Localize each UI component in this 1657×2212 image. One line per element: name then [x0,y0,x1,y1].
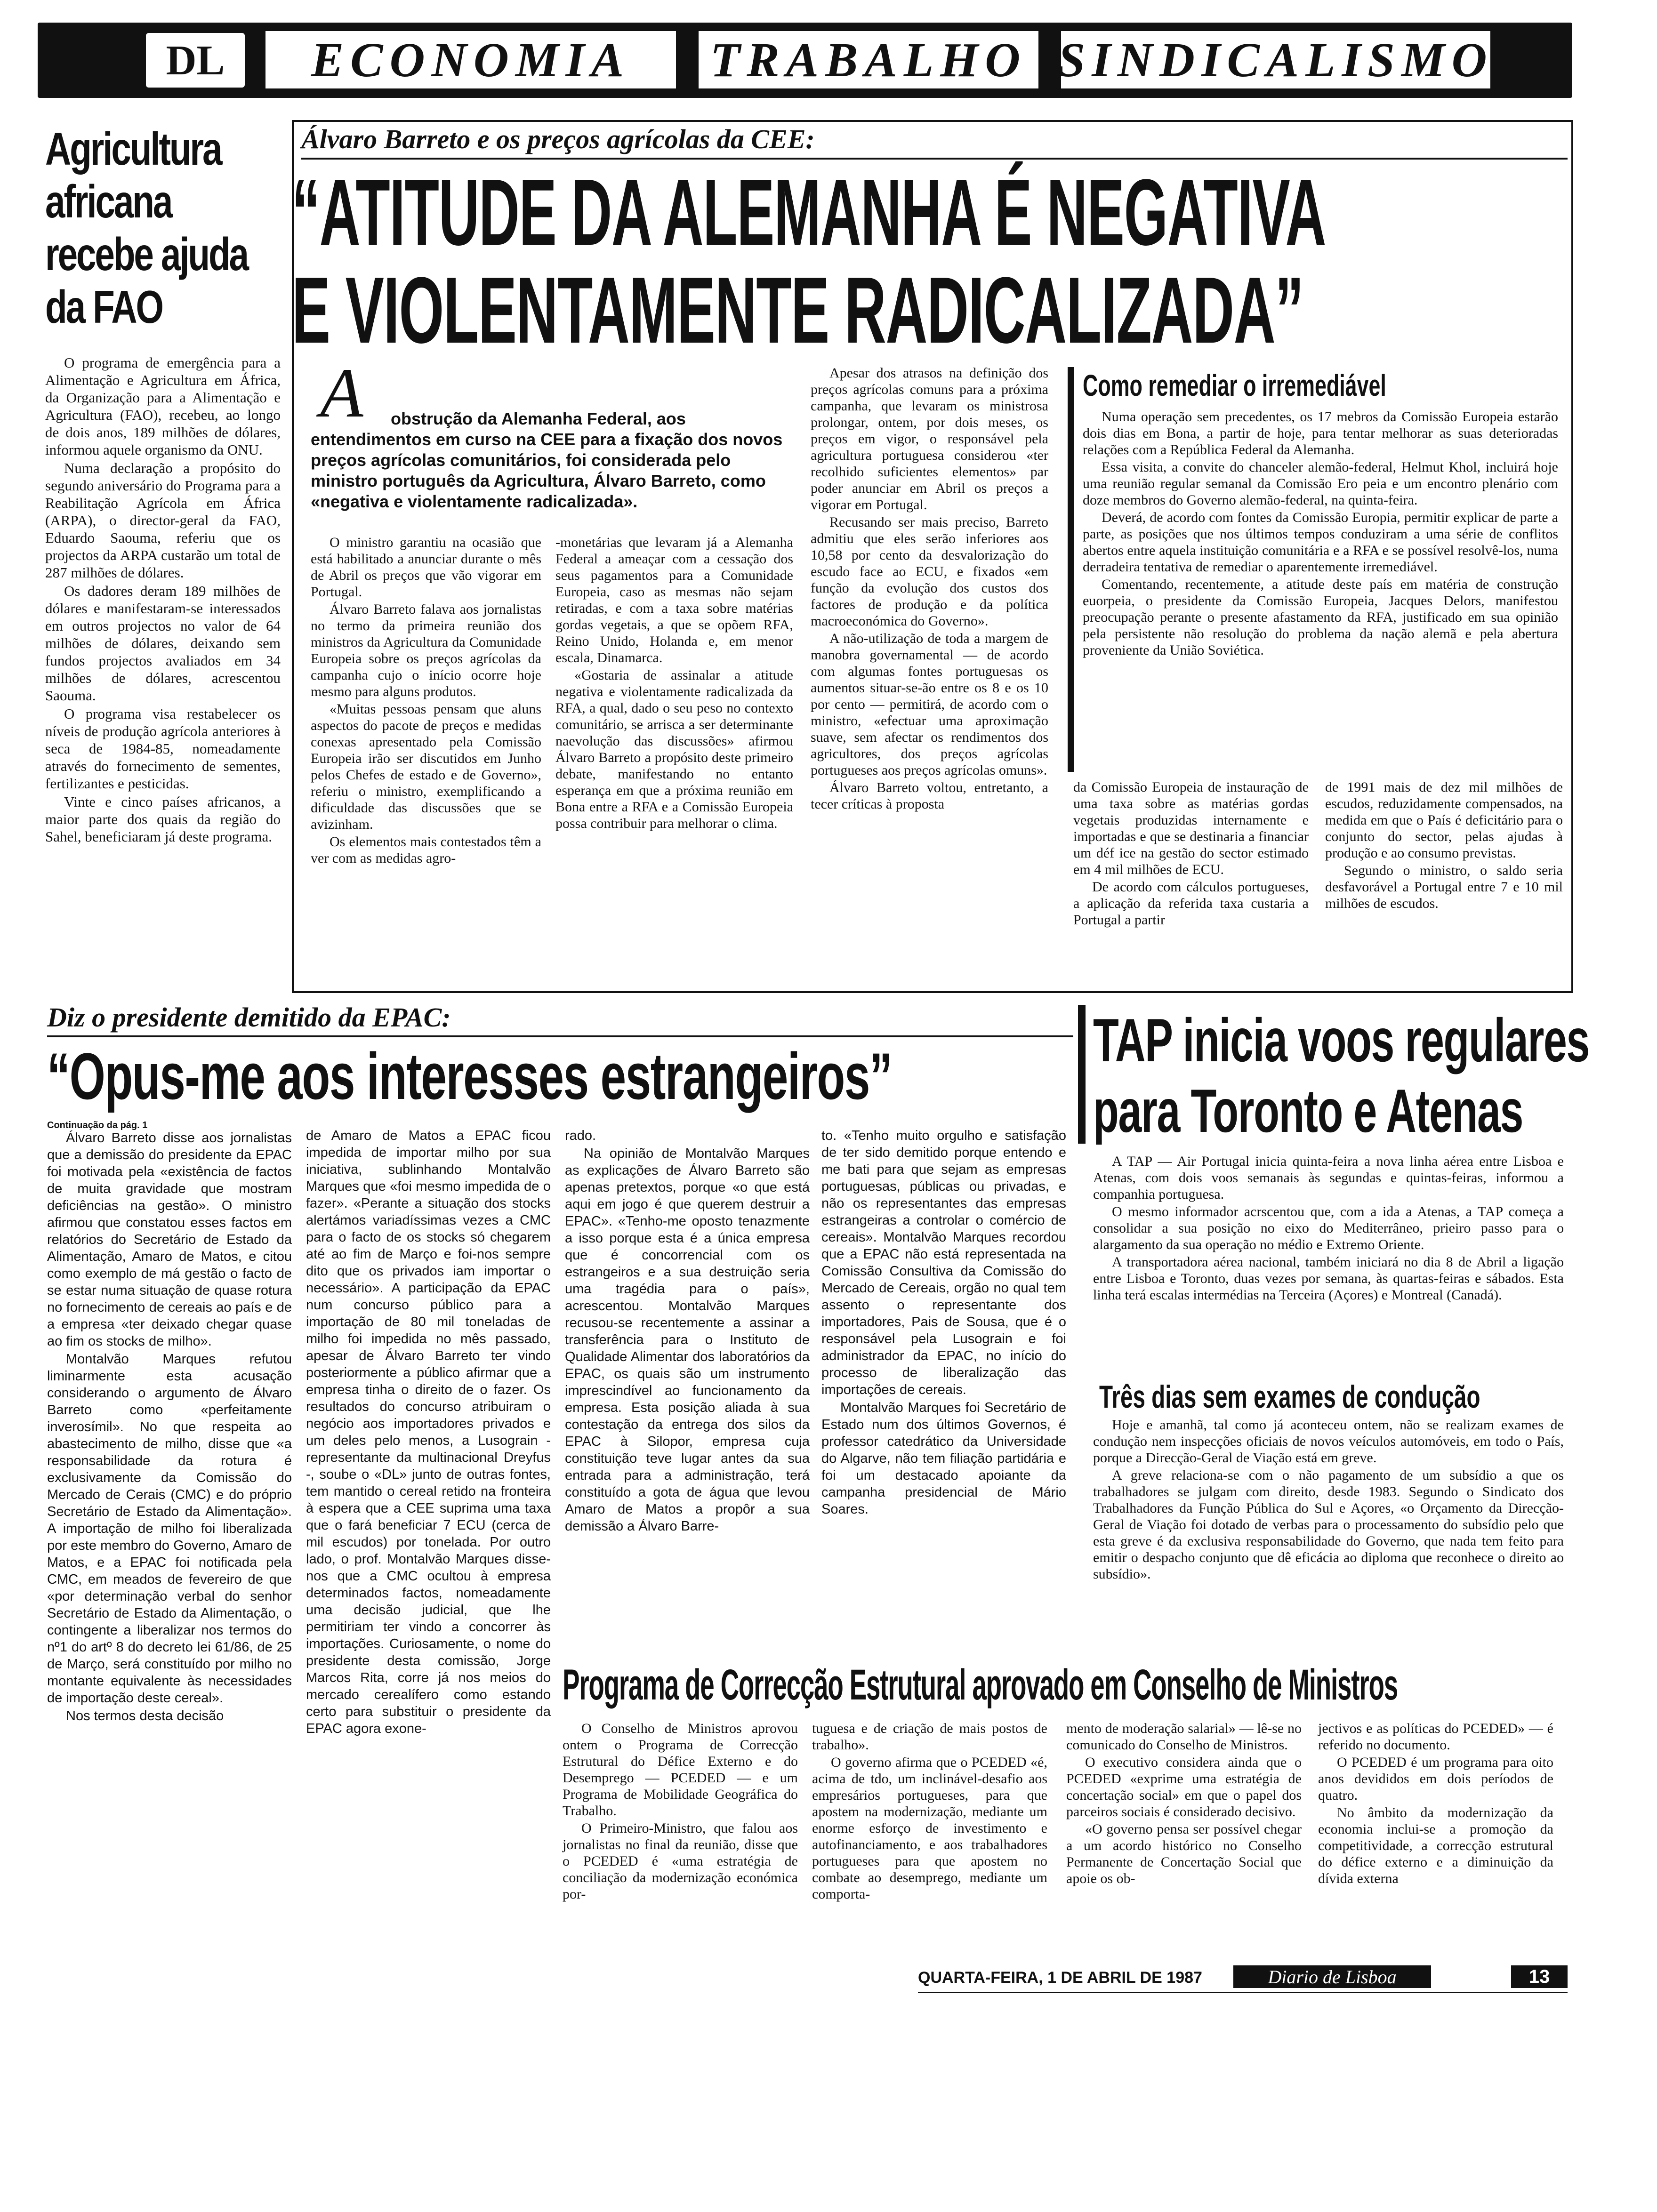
cee-column-1: O ministro garantiu na ocasião que está habilitado a anunciar durante o mês de Abril os preços que vão vigorar em Portugal. Álvaro Barreto falava aos jornalistas no termo da primeira reunião dos ministros da Agricultura da Comunidade Europeia sobre os preços agrícolas da campanha cujo o início ocorre hoje mesmo para alguns produtos. «Muitas pessoas pensam que aluns aspectos do pacote de preços e medidas conexas apresentado pela Comissão Europeia irão ser discutidos em Junho pelos Chefes de estado e de Governo», referiu o ministro, exemplificando a dificuldade das discussões que se avizinham. Os elementos mais contestados têm a ver com as medidas agro- [311,535,541,866]
article-fao [45,122,281,846]
conducao-title: Três dias sem exames de condução [1099,1379,1480,1415]
cee-column-3: Apesar dos atrasos na definição dos preços agrícolas comuns para a próxima campanha, que levaram os ministrosa prolongar, ontem, por dois meses, os preços em vigor, o responsável pela agricultura portuguesa considerou «ter recolhido suficientes elementos» par poder anunciar em Abril os preços a vigorar em Portugal. Recusando ser mais preciso, Barreto admitiu que eles serão inferiores aos 10,58 por cento da desvalorização do escudo face ao ECU, e fixados «em função da evolução dos custos dos factores de produção e da política macroeconómica do Governo». A não-utilização de toda a margem de manobra governamental — de acordo com algumas fontes portuguesas os aumentos situar-se-ão entre os 8 e os 10 por cento — permitirá, de acordo com o ministro, «efectuar uma aproximação suave, sem afectar os rendimentos dos agricultores, dos preços agrícolas portugueses aos preços agrícolas omuns». Álvaro Barreto voltou, entretanto, a tecer críticas à proposta [811,365,1048,812]
footer-page-number: 13 [1511,1965,1568,1988]
sidebar-body: Numa operação sem precedentes, os 17 mebros da Comissão Europeia estarão dois dias em Bona, a partir de hoje, para tentar melhorar as suas deterioradas relações com a República Federal da Alemanha. Essa visita, a convite do chanceler alemão-federal, Helmut Khol, incluirá hoje uma reunião regular semanal da Comissão Ero peia e um encontro plenário com doze membros do Governo alemão-federal, na quinta-feira. Deverá, de acordo com fontes da Comissão Europia, permitir explicar de parte a parte, as posições que nos últimos tempos conduziram a uma série de conflitos abertos entre aquela instituição comunitária e a RFA e se possível resolvê-los, numa derradeira tentativa de remediar o aparentemente irremediável. Comentando, recentemente, a atitude deste país em matéria de construção euorpeia, o presidente da Comissão Europeia, Jacques Delors, manifestou preocupação perante o presente afastamento da RFA, justificado em sua opinião pela persistente não resolução do problema da nação alemã e pela abertura proveniente da União Soviética. [1083,409,1558,658]
article-lead: obstrução da Alemanha Federal, aos entendimentos em curso na CEE para a fixação dos novos preços agrícolas comunitários, foi considerada pelo ministro português da Agricultura, Álvaro Barreto, como «negativa e violentamente radicalizada». [311,409,783,511]
section-label-sindicalismo: SINDICALISMO [1059,29,1492,90]
programa-column-2: tuguesa e de criação de mais postos de trabalho». O governo afirma que o PCEDED «é, acima de tdo, um inclinável-desafio aos empresários portugueses, para que apostem na modernização, mediante um enorme esforço de investimento e autofinanciamento, e aos trabalhadores portugueses para que apostem no combate ao desemprego, mediante um comporta- [812,1721,1047,1902]
programa-column-1: O Conselho de Ministros aprovou ontem o Programa de Correcção Estrutural do Défice Externo e do Desemprego — PCEDED — e um Programa de Mobilidade Geográfica do Trabalho. O Primeiro-Ministro, que falou aos jornalistas no final da reunião, disse que o PCEDED é «uma estratégia de conciliação da modernização económica por- [563,1721,798,1902]
epac-column-3: rado. Na opinião de Montalvão Marques as explicações de Álvaro Barreto são apenas pretextos, porque «o que está aqui em jogo é que querem destruir a EPAC». «Tenho-me oposto tenazmente a isso porque esta é a única empresa que é concorrencial com os estrangeiros e a sua destruição seria uma tragédia para o país», acrescentou. Montalvão Marques recusou-se recentemente a assinar a transferência para o Instituto de Qualidade Alimentar dos laboratórios da EPAC, os quais são um instrumento imprescindível ao funcionamento da empresa. Esta posição aliada à sua contestação da entrega dos silos da EPAC à Silopor, empresa cuja constituição teve lugar antes da sua entrada para a administração, terá constituído a gota de água que levou Amaro de Matos a propôr a sua demissão a Álvaro Barre- [565,1128,810,1534]
epac-column-2: de Amaro de Matos a EPAC ficou impedida de importar milho por sua iniciativa, sublinhando Montalvão Marques que «foi mesmo impedida de o fazer». «Perante a situação dos stocks alertámos variadíssimas vezes a CMC para o facto de os stocks só chegarem até ao fim de Março e foi-nos sempre dito que os privados iam importar o necessário». A participação da EPAC num concurso público para a importação de 80 mil toneladas de milho foi impedida no mês passado, apesar de Álvaro Barreto ter vindo posteriormente a público afirmar que a empresa tinha o direito de o fazer. Os resultados do concurso atribuiram o negócio aos importadores privados e um deles pelo menos, a Lusograin - representante da multinacional Dreyfus -, soube o «DL» junto de outras fontes, tem mantido o cereal retido na fronteira à espera que a CEE suprima uma taxa que o fará beneficiar 7 ECU (cerca de mil escudos) por tonelada. Por outro lado, o prof. Montalvão Marques disse-nos que a CMC ocultou à empresa determinados factos, nomeadamente uma decisão judicial, que lhe permitiriam ter vindo a concorrer às importações. Curiosamente, o nome do presidente desta comissão, Jorge Marcos Rita, corre já nos meios do mercado cerealífero como estando certo para substituir o presidente da EPAC agora exone- [306,1128,551,1736]
cee-column-4: da Comissão Europeia de instauração de uma taxa sobre as matérias gordas vegetais produzidas internamente e importadas e que se destinaria a financiar um déf ice na gestão do sector estimado em 4 mil milhões de ECU. De acordo com cálculos portugueses, a aplicação da referida taxa custaria a Portugal a partir [1073,779,1309,928]
epac-kicker: Diz o presidente demitido da EPAC: [47,1002,451,1033]
programa-column-4: jectivos e as políticas do PCEDED» — é referido no documento. O PCEDED é um programa para oito anos devididos em dois períodos de quatro. No âmbito da modernização da economia inclui-se a promoção da competitividade, a correcção estrutural do défice externo e a diminuição da dívida externa [1318,1721,1553,1886]
section-banner [38,23,1572,98]
sidebar-left-bar [1068,367,1074,772]
cee-column-2: -monetárias que levaram já a Alemanha Federal a ameaçar com a cessação dos seus pagamentos para a Comunidade Europeia, caso as mesmas não sejam retiradas, e com a taxa sobre matérias gordas vegetais, a que se opõem RFA, Reino Unido, Holanda e, em menor escala, Dinamarca. «Gostaria de assinalar a atitude negativa e violentamente radicalizada da RFA, a qual, dado o seu peso no contexto comunitário, se arrisca a ser determinante naevolução das discussões» afirmou Álvaro Barreto a propósito deste primeiro debate, manifestando no entanto esperança em que a próxima reunião em Bona entre a RFA e a Comissão Europeia possa contribuir para melhorar o clima. [555,535,793,831]
dl-logo: DL [146,33,245,88]
section-label-economia: ECONOMIA [264,29,678,90]
footer-rule [918,1992,1568,1993]
article-body: O programa de emergência para a Alimentação e Agricultura em África, da Organização para a Alimentação e Agricultura (FAO), recebeu, ao longo de dois anos, 189 milhões de dólares, informou aquele organismo da ONU. Numa declaração a propósito do segundo aniversário do Programa para a Reabilitação Agrícola em África (ARPA), o director-geral da FAO, Eduardo Saouma, referiu que os projectos da ARPA custarão um total de 287 milhões de dólares. Os dadores deram 189 milhões de dólares e manifestaram-se interessados em outros projectos no valor de 64 milhões de dólares, deixando sem fundos projectos avaliados em 34 milhões de dólares, acrescentou Saouma. O programa visa restabelecer os níveis de produção agrícola anteriores à seca de 1984-85, nomeadamente através do fornecimento de sementes, fertilizantes e pesticidas. Vinte e cinco países africanos, a maior parte dos quais da região do Sahel, beneficiaram já deste programa. [45,354,281,845]
footer-paper-name: Diario de Lisboa [1233,1965,1431,1988]
headline-line-1: “ATITUDE DA ALEMANHA É NEGATIVA [292,160,1326,265]
dropcap: A [320,354,363,432]
tap-headline-line-1: TAP inicia voos regulares [1093,1006,1589,1074]
tap-left-bar [1078,1005,1086,1144]
epac-column-4: to. «Tenho muito orgulho e satisfação de ter sido demitido porque entendo e me bati para que sejam as empresas portuguesas, públicas ou privadas, e não os representantes das empresas estrangeiras a controlar o comércio de cereais». Montalvão Marques recordou que a EPAC não está representada na Comissão Consultiva da Comissão do Mercado de Cereais, orgão no qual tem assento o representante dos importadores, Pais de Sousa, que é o responsável pela Lusograin e foi administrador da EPAC, no início do processo de liberalização das importações de cereais. Montalvão Marques foi Secretário de Estado num dos últimos Governos, é professor catedrático da Universidade do Algarve, não tem filiação partidária e foi um destacado apoiante da campanha presidencial de Mário Soares. [821,1128,1066,1517]
tap-body: A TAP — Air Portugal inicia quinta-feira a nova linha aérea entre Lisboa e Atenas, com dois voos semanais às segundas e quintas-feiras, informou a companhia portuguesa. O mesmo informador acrscentou que, com a ida a Atenas, a TAP começa a consolidar a sua posição no eixo do Mediterrâneo, prieiro passo para o alargamento da sua operação no médio e Extremo Oriente. A transportadora aérea nacional, também iniciará no dia 8 de Abril a ligação entre Lisboa e Toronto, duas vezes por semana, às quartas-feiras e sábados. Esta linha terá escalas intermédias na Terceira (Açores) e Montreal (Canadá). [1093,1154,1564,1303]
tap-headline-line-2: para Toronto e Atenas [1093,1076,1523,1145]
programa-column-3: mento de moderação salarial» — lê-se no comunicado do Conselho de Ministros. O executivo considera ainda que o PCEDED «exprime uma estratégia de concertação social» em que o papel dos parceiros sociais é considerado decisivo. «O governo pensa ser possível chegar a um acordo histórico no Conselho Permanente de Concertação Social que apoie os ob- [1066,1721,1302,1886]
section-label-trabalho: TRABALHO [697,29,1040,90]
sidebar-title: Como remediar o irremediável [1083,369,1386,402]
epac-column-1: Álvaro Barreto disse aos jornalistas que a demissão do presidente da EPAC foi motivada pela «existência de factos de muita gravidade que mostram deficiências na gestão». O ministro afirmou que constatou esses factos em relatórios do Secretário de Estado da Alimentação, Amaro de Matos, e citou como exemplo de má gestão o facto de se estar numa situação de quase rotura no fornecimento de cereais ao país e de a empresa «ter deixado chegar quase ao fim os stocks de milho». Montalvão Marques refutou liminarmente esta acusação considerando o argumento de Álvaro Barreto como «perfeitamente inverosímil». No que respeita ao abastecimento de milho, disse que «a responsabilidade da rotura é exclusivamente da Comissão do Mercado de Cerais (CMC) e do próprio Secretário de Estado da Alimentação». A importação de milho foi liberalizada por este membro do Governo, Amaro de Matos, e a EPAC foi notificada pela CMC, em meados de fevereiro de que «por determinação verbal do senhor Secretário de Estado da Alimentação, o contingente a liberalizar nos termos do nº1 do artº 8 do decreto lei 61/86, de 25 de Março, será constituído por milho no montante equivalente às necessidades de importação deste cereal». Nos termos desta decisão [47,1130,292,1723]
cee-column-5: de 1991 mais de dez mil milhões de escudos, reduzidamente compensados, na medida em que o País é deficitário para o conjunto do sector, pelas ajudas à produção e ao consumo previstas. Segundo o ministro, o saldo seria desfavorável a Portugal entre 7 e 10 mil milhões de escudos. [1325,779,1563,911]
epac-kicker-underline [47,1035,1073,1037]
continuation-note: Continuação da pág. 1 [47,1120,148,1130]
programa-headline: Programa de Correcção Estrutural aprovado em Conselho de Ministros [563,1661,1398,1709]
article-kicker: Álvaro Barreto e os preços agrícolas da CEE: [301,124,815,154]
epac-headline: “Opus-me aos interesses estrangeiros” [47,1039,892,1113]
headline-line-2: E VIOLENTAMENTE RADICALIZADA” [292,258,1303,363]
conducao-body: Hoje e amanhã, tal como já aconteceu ontem, não se realizam exames de condução nem inspecções oficiais de novos veículos automóveis, em todo o País, porque a Direcção-Geral de Viação está em greve. A greve relaciona-se com o não pagamento de um subsídio a que os trabalhadores se julgam com direito, desde 1983. Segundo o Sindicato dos Trabalhadores da Função Pública do Sul e Açores, «o Orçamento da Direcção-Geral de Viação foi dotado de verbas para o processamento do subsídio pelo que esta greve é da exclusiva responsabilidade do Governo, que nada tem feito para emitir o despacho conjunto que dê eficácia ao diploma que reconhece o direito ao subsídio». [1093,1417,1564,1582]
kicker-underline [301,158,1568,160]
article-title: Agricultura africana recebe ajuda da FAO [45,123,248,333]
footer-date: QUARTA-FEIRA, 1 DE ABRIL DE 1987 [918,1969,1202,1987]
